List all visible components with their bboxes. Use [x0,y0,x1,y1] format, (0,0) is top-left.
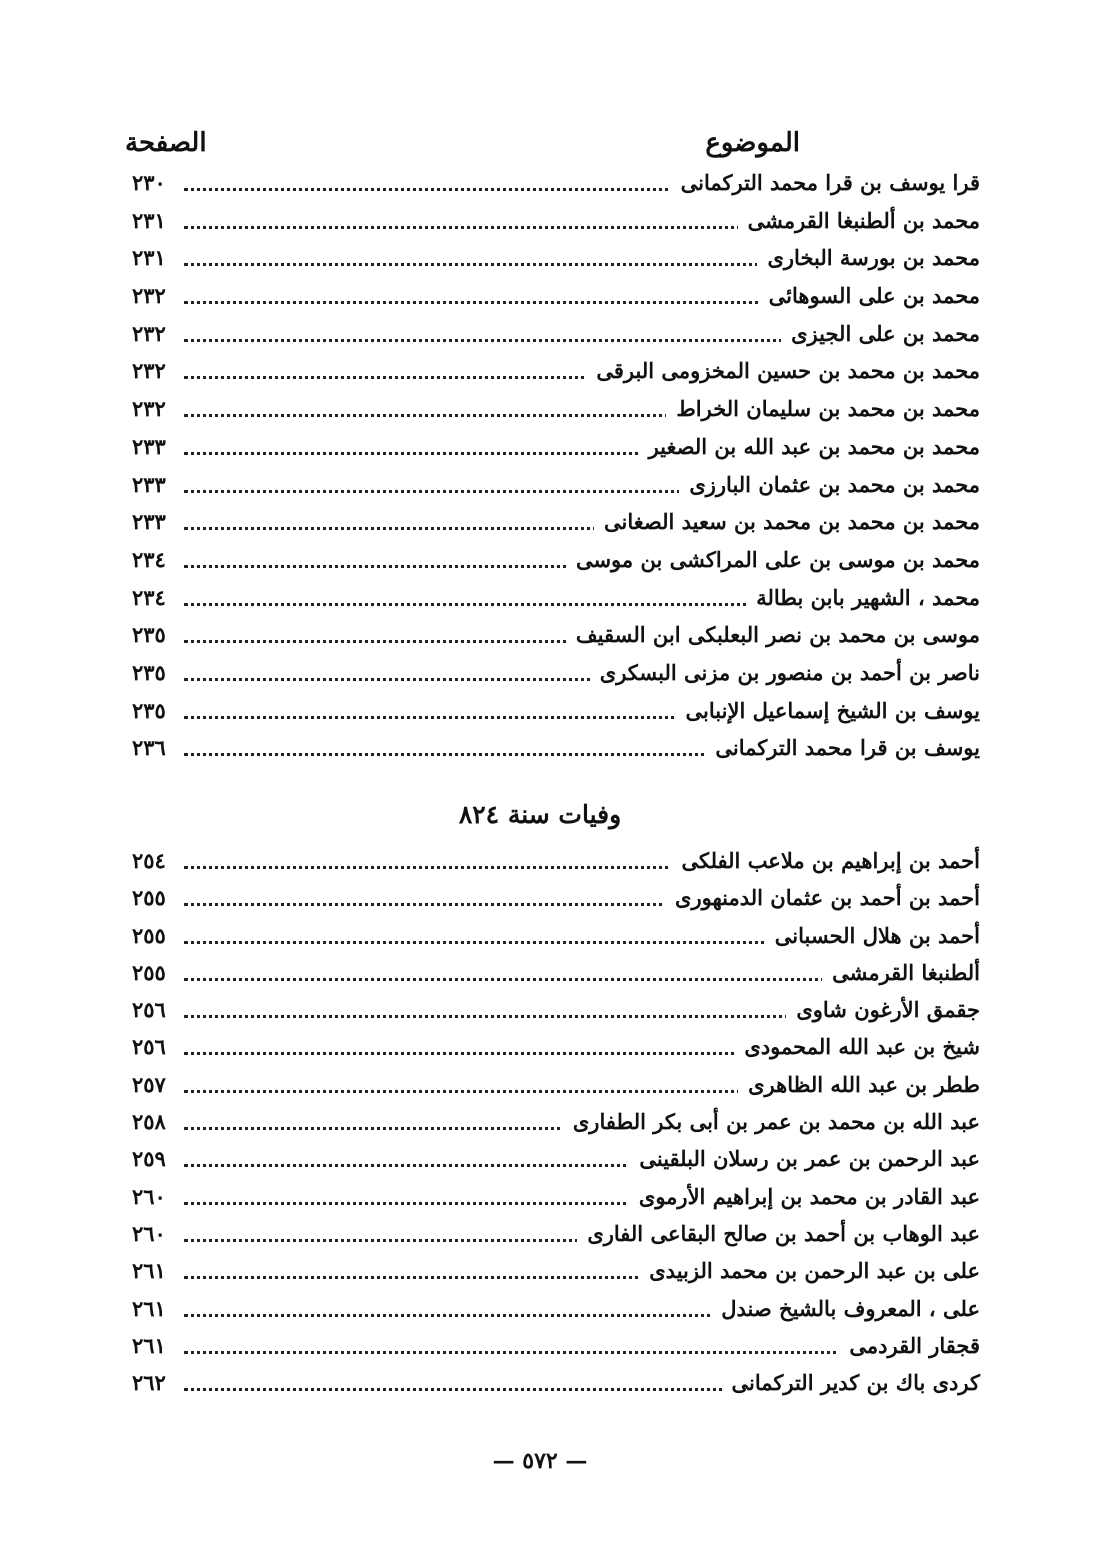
index-entry [120,1070,980,1107]
entry-name: محمد بن على السوهائى [759,283,980,308]
index-entry [120,733,980,771]
entry-name: أحمد بن إبراهيم بن ملاعب الفلكى [671,848,980,873]
entry-page-number: ٢٣٣ [132,471,166,497]
entry-page-number: ٢٦١ [132,1295,166,1321]
entry-page-number: ٢٥٥ [132,959,166,985]
entry-page-number: ٢٣٥ [132,622,166,648]
index-entry [120,583,980,621]
entry-name: قجقار القردمى [839,1333,980,1358]
entry-name: كردى باك بن كدير التركمانى [722,1370,981,1395]
entry-name: أحمد بن أحمد بن عثمان الدمنهورى [665,885,980,910]
entry-page-number: ٢٣٢ [132,358,166,384]
entry-page-number: ٢٥٥ [132,922,166,948]
index-entry [120,394,980,432]
entry-page-number: ٢٣٢ [132,396,166,422]
entry-name: شيخ بن عبد الله المحمودى [734,1034,980,1059]
index-entry [120,1182,980,1219]
entry-name: عبد الله بن محمد بن عمر بن أبى بكر الطفارى [563,1109,980,1134]
index-entry [120,1144,980,1181]
entry-name: قرا يوسف بن قرا محمد التركمانى [671,170,980,195]
entry-page-number: ٢٣١ [132,245,166,271]
index-entry [120,356,980,394]
entry-name: محمد بن بورسة البخارى [757,245,980,270]
index-entry [120,1256,980,1293]
index-entry [120,507,980,545]
index-entry [120,319,980,357]
index-entry [120,620,980,658]
index-entry [120,470,980,508]
index-entry [120,1107,980,1144]
index-entry [120,206,980,244]
index-entry [120,432,980,470]
entry-name: يوسف بن قرا محمد التركمانى [705,735,980,760]
entry-name: ألطنبغا القرمشى [822,960,980,985]
index-entry [120,846,980,883]
entry-name: محمد بن موسى بن على المراكشى بن موسى [566,547,980,572]
entry-page-number: ٢٣٣ [132,509,166,535]
entry-name: ناصر بن أحمد بن منصور بن مزنى البسكرى [590,660,980,685]
entry-page-number: ٢٣٥ [132,659,166,685]
entry-page-number: ٢٣٢ [132,283,166,309]
index-entry [120,883,980,920]
entry-name: محمد بن على الجيزى [781,321,980,346]
entry-name: محمد بن محمد بن عبد الله بن الصغير [639,434,980,459]
entry-page-number: ٢٥٦ [132,1034,166,1060]
index-entry [120,921,980,958]
index-entry [120,658,980,696]
entry-page-number: ٢٣٦ [132,735,166,761]
index-entry [120,545,980,583]
index-entry [120,958,980,995]
entry-page-number: ٢٥٤ [132,848,166,873]
entry-page-number: ٢٥٨ [132,1109,166,1135]
entry-page-number: ٢٣٤ [132,584,166,610]
entry-name: يوسف بن الشيخ إسماعيل الإنبابى [676,698,980,723]
entry-page-number: ٢٦٠ [132,1220,166,1246]
entry-page-number: ٢٣٥ [132,697,166,723]
index-entry [120,1368,980,1405]
entry-page-number: ٢٦١ [132,1258,166,1284]
index-entry [120,1294,980,1331]
index-entry [120,1331,980,1368]
entry-name: محمد بن محمد بن سليمان الخراط [666,396,980,421]
entry-page-number: ٢٥٩ [132,1146,166,1172]
index-entry [120,696,980,734]
entry-page-number: ٢٣٢ [132,320,166,346]
index-entry [120,995,980,1032]
entry-page-number: ٢٦٢ [132,1370,166,1396]
index-section-1 [120,168,980,771]
entry-name: محمد بن محمد بن محمد بن سعيد الصغانى [594,509,980,534]
entry-name: محمد بن ألطنبغا القرمشى [738,208,980,233]
entry-name: محمد ، الشهير بابن بطالة [746,585,980,610]
entry-name: عبد الوهاب بن أحمد بن صالح البقاعى الفارى [577,1221,980,1246]
page-column-label: الصفحة [125,128,207,158]
entry-name: ططر بن عبد الله الظاهرى [738,1072,980,1097]
year-section-heading: وفيات سنة ٨٢٤ [458,800,622,829]
entry-name: على بن عبد الرحمن بن محمد الزبيدى [639,1258,980,1283]
index-entry [120,1032,980,1069]
index-entry [120,281,980,319]
entry-name: أحمد بن هلال الحسبانى [765,923,980,948]
entry-page-number: ٢٣١ [132,207,166,233]
index-header [120,128,980,168]
entry-name: جقمق الأرغون شاوى [786,997,980,1022]
index-entry [120,168,980,206]
entry-page-number: ٢٦١ [132,1332,166,1358]
entry-page-number: ٢٥٦ [132,997,166,1023]
entry-page-number: ٢٥٥ [132,885,166,911]
entry-page-number: ٢٦٠ [132,1183,166,1209]
entry-page-number: ٢٣٠ [132,170,166,195]
index-entry [120,1219,980,1256]
page-number: — ٥٧٢ — [492,1448,588,1474]
entry-name: موسى بن محمد بن نصر البعلبكى ابن السقيف [566,622,980,647]
entry-name: على ، المعروف بالشيخ صندل [711,1296,980,1321]
dot-leader [184,1351,940,1354]
index-entry [120,243,980,281]
subject-column-label: الموضوع [705,128,800,158]
entry-page-number: ٢٣٣ [132,433,166,459]
entry-page-number: ٢٣٤ [132,546,166,572]
entry-name: محمد بن محمد بن حسين المخزومى البرقى [586,358,980,383]
entry-name: عبد القادر بن محمد بن إبراهيم الأرموى [629,1184,980,1209]
index-section-2 [120,846,980,1405]
entry-page-number: ٢٥٧ [132,1071,166,1097]
entry-name: محمد بن محمد بن عثمان البارزى [679,472,980,497]
entry-name: عبد الرحمن بن عمر بن رسلان البلقينى [629,1146,980,1171]
